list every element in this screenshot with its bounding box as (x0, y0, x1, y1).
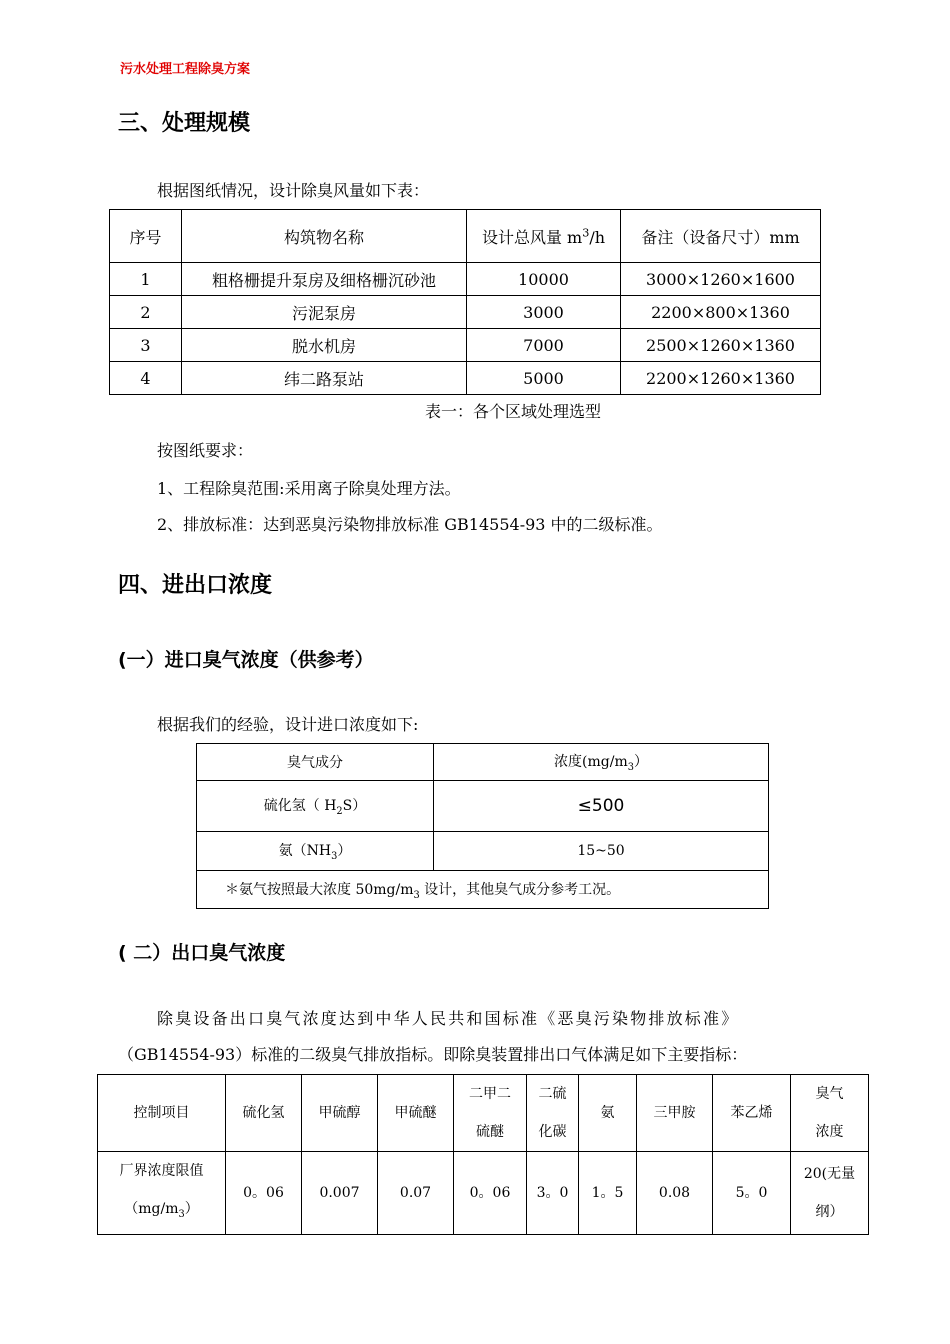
table-header-row (98, 1075, 869, 1152)
h2s-value: ≤500 (434, 781, 769, 832)
h-ammonia: 氨 (579, 1075, 637, 1152)
row-seq: 2 (110, 296, 182, 329)
row-size: 2500×1260×1360 (621, 329, 821, 362)
v-carbon-disulfide: 3。0 (527, 1152, 579, 1235)
h2s-label: 硫化氢（ $H_2S$） (197, 781, 434, 832)
requirement-1: 1、工程除臭范围:采用离子除臭处理方法。 (157, 479, 461, 498)
row-name: 污泥泵房 (182, 296, 467, 329)
row-name: 粗格栅提升泵房及细格栅沉砂池 (182, 263, 467, 296)
table-row (197, 781, 769, 832)
v-h2s: 0。06 (226, 1152, 302, 1235)
h-dimethyl-disulfide: 二甲二 硫醚 (454, 1075, 527, 1152)
v-dimethyl-sulfide: 0.07 (378, 1152, 454, 1235)
subsection-2-para-line-2: （GB14554-93）标准的二级臭气排放指标。即除臭装置排出口气体满足如下主要指标： (118, 1045, 748, 1064)
h-h2s: 硫化氢 (226, 1075, 302, 1152)
v-trimethylamine: 0.08 (637, 1152, 713, 1235)
subsection-2-title: ( 二）出口臭气浓度 (118, 942, 286, 964)
row-size: 2200×800×1360 (621, 296, 821, 329)
row-name: 纬二路泵站 (182, 362, 467, 395)
v-dimethyl-disulfide: 0。06 (454, 1152, 527, 1235)
row-flow: 7000 (467, 329, 621, 362)
section-3-title: 三、处理规模 (118, 111, 251, 136)
subsection-1-intro: 根据我们的经验，设计进口浓度如下: (157, 715, 419, 734)
row-flow: 5000 (467, 362, 621, 395)
table-note-row (197, 871, 769, 909)
row-flow: 3000 (467, 296, 621, 329)
h-item: 控制项目 (98, 1075, 226, 1152)
table-caption: 表一：各个区域处理选型 (425, 402, 602, 421)
table-row (110, 362, 821, 395)
requirements-intro: 按图纸要求： (157, 441, 254, 460)
col-component-header: 臭气成分 (197, 744, 434, 781)
table-header-row (197, 744, 769, 781)
col-note-header: 备注（设备尺寸）mm (621, 210, 821, 263)
table-note: ＊氨气按照最大浓度 $50mg/m_3$ 设计，其他臭气成分参考工况。 (197, 871, 769, 909)
section-4-title: 四、进出口浓度 (118, 573, 273, 598)
inlet-concentration-table (196, 743, 769, 909)
v-styrene: 5。0 (713, 1152, 791, 1235)
row-flow: 10000 (467, 263, 621, 296)
h-styrene: 苯乙烯 (713, 1075, 791, 1152)
table-header-row (110, 210, 821, 263)
nh3-label: 氨$(NH_3)$ (197, 832, 434, 871)
row-label: 厂界浓度限值 $(mg/m_3)$ (98, 1152, 226, 1235)
table-row (110, 263, 821, 296)
row-size: 3000×1260×1600 (621, 263, 821, 296)
row-seq: 3 (110, 329, 182, 362)
table-row (110, 329, 821, 362)
nh3-value: 15~50 (434, 832, 769, 871)
col-concentration-header: 浓度$(mg/m_3)$ (434, 744, 769, 781)
h-trimethylamine: 三甲胺 (637, 1075, 713, 1152)
document-header: 污水处理工程除臭方案 (120, 62, 251, 77)
v-ammonia: 1。5 (579, 1152, 637, 1235)
table-row (98, 1152, 869, 1235)
row-name: 脱水机房 (182, 329, 467, 362)
col-seq-header: 序号 (110, 210, 182, 263)
col-name-header: 构筑物名称 (182, 210, 467, 263)
subsection-1-title: (一）进口臭气浓度（供参考） (118, 649, 374, 671)
h-carbon-disulfide: 二硫 化碳 (527, 1075, 579, 1152)
row-size: 2200×1260×1360 (621, 362, 821, 395)
row-seq: 1 (110, 263, 182, 296)
col-flow-header: 设计总风量 $m^3/h$ (467, 210, 621, 263)
v-methyl-mercaptan: 0.007 (302, 1152, 378, 1235)
table-row (197, 832, 769, 871)
h-methyl-mercaptan: 甲硫醇 (302, 1075, 378, 1152)
subsection-2-para-line-1: 除臭设备出口臭气浓度达到中华人民共和国标准《恶臭污染物排放标准》 (157, 1009, 740, 1028)
h-dimethyl-sulfide: 甲硫醚 (378, 1075, 454, 1152)
table-row (110, 296, 821, 329)
section-3-intro: 根据图纸情况，设计除臭风量如下表： (157, 181, 430, 200)
outlet-limit-table (97, 1074, 869, 1235)
v-odor-concentration: 20(无量 纲） (791, 1152, 869, 1235)
row-seq: 4 (110, 362, 182, 395)
airflow-table (109, 209, 821, 395)
requirement-2: 2、排放标准：达到恶臭污染物排放标准 GB14554-93 中的二级标准。 (157, 515, 663, 534)
h-odor-concentration: 臭气 浓度 (791, 1075, 869, 1152)
